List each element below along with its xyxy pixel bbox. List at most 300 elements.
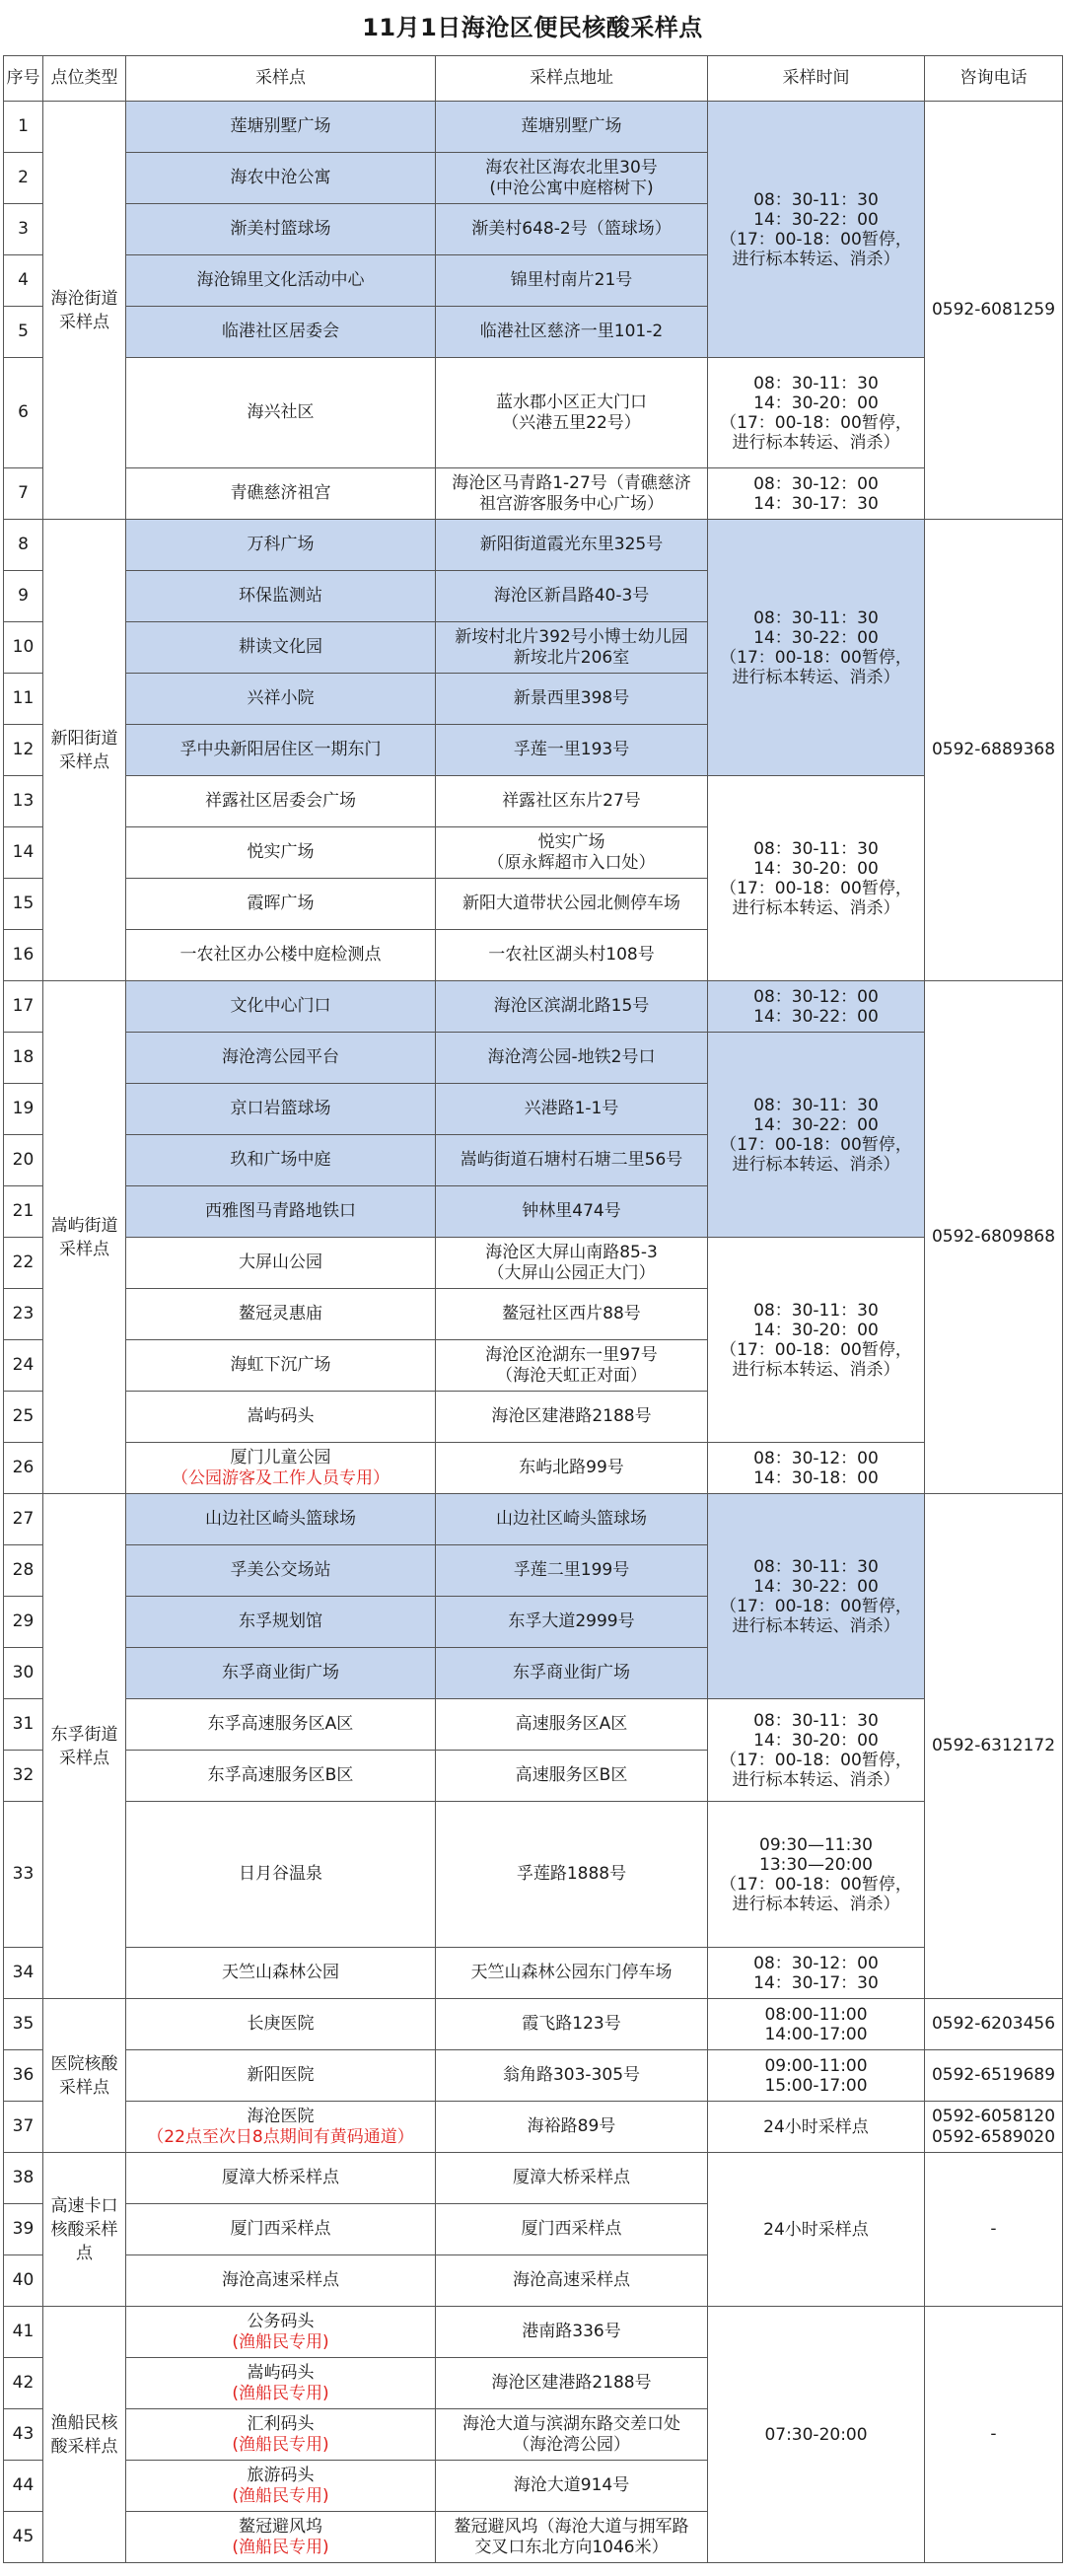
time-line: 08：30-12：00 [753,1448,879,1468]
site-name [126,1135,436,1186]
row-number: 36 [4,2050,43,2102]
phone-line: 0592-6809868 [931,1227,1056,1247]
row-number: 18 [4,1033,43,1084]
time-line: （17：00-18：00暂停， [720,1596,912,1616]
row-number: 5 [4,307,43,358]
row-number: 37 [4,2102,43,2153]
address-line: 海沧区建港路2188号 [491,1406,652,1426]
phone-line: - [990,2219,997,2239]
site-address [436,1443,708,1494]
site-label: 耕读文化园 [239,637,322,657]
address-line: 港南路336号 [522,2322,621,2341]
site-name [126,2512,436,2563]
site-name [126,358,436,468]
row-number: 31 [4,1699,43,1751]
site-address [436,1033,708,1084]
address-line: （兴港五里22号） [502,412,641,433]
site-address [436,153,708,204]
table-row [4,1443,1063,1494]
site-label: 公务码头 [247,2311,315,2331]
site-address [436,1494,708,1545]
site-name [126,622,436,674]
address-line: 新景西里398号 [513,688,630,708]
address-line: 孚莲一里193号 [513,740,630,759]
time-line: 14：30-17：30 [753,493,879,514]
site-address [436,571,708,622]
sampling-time [708,981,925,1033]
site-label: 东孚高速服务区A区 [207,1714,354,1734]
address-line: 海沧区建港路2188号 [491,2373,652,2393]
site-address [436,1340,708,1392]
site-label: 海沧医院 [247,2106,315,2126]
site-address [436,1135,708,1186]
site-address [436,674,708,725]
site-name [126,2050,436,2102]
header-site: 采样点 [126,56,436,102]
category-cell: 新阳街道采样点 [43,520,126,981]
time-line: （17：00-18：00暂停， [720,1134,912,1155]
category-cell: 嵩屿街道采样点 [43,981,126,1494]
time-line: 24小时采样点 [763,2116,869,2137]
row-number: 17 [4,981,43,1033]
row-number: 6 [4,358,43,468]
table-row [4,1699,1063,1751]
site-label: 厦漳大桥采样点 [222,2168,339,2187]
site-address [436,1699,708,1751]
time-line: 14:00-17:00 [764,2024,868,2044]
site-label: 一农社区办公楼中庭检测点 [179,945,382,965]
time-line: （17：00-18：00暂停， [720,1750,912,1770]
site-label: 厦门西采样点 [230,2219,331,2239]
site-name [126,2358,436,2409]
site-label: 青礁慈济祖宫 [230,483,331,503]
row-number: 33 [4,1802,43,1948]
site-name [126,204,436,255]
time-line: 进行标本转运、消杀） [732,667,900,687]
header-row [4,56,1063,102]
site-name [126,2307,436,2358]
site-name [126,102,436,153]
address-line: 海沧湾公园-地铁2号口 [487,1047,656,1067]
address-line: 东孚大道2999号 [508,1611,635,1631]
site-name [126,1289,436,1340]
site-name [126,1340,436,1392]
time-line: 14：30-20：00 [753,1730,879,1751]
row-number: 16 [4,930,43,981]
site-address [436,776,708,827]
address-line: 高速服务区B区 [515,1765,628,1785]
site-name [126,153,436,204]
time-line: 14：30-20：00 [753,1320,879,1340]
row-number: 1 [4,102,43,153]
site-address [436,468,708,520]
site-address [436,981,708,1033]
row-number: 9 [4,571,43,622]
time-line: （17：00-18：00暂停， [720,229,912,250]
site-name [126,879,436,930]
site-address [436,1392,708,1443]
address-line: 海沧区马青路1-27号（青礁慈济 [452,472,691,493]
sampling-time [708,358,925,468]
site-address [436,1802,708,1948]
table-row [4,468,1063,520]
site-label: 汇利码头 [247,2413,315,2434]
site-note: （22点至次日8点期间有黄码通道） [147,2126,414,2147]
site-label: 旅游码头 [247,2465,315,2485]
site-name [126,1802,436,1948]
phone-line: 0592-6081259 [931,300,1056,320]
table-row [4,2153,1063,2204]
time-line: 14：30-20：00 [753,858,879,879]
address-line: 祥露社区东片27号 [502,791,641,811]
site-address [436,2153,708,2204]
address-line: 新垵北片206室 [513,647,630,668]
time-line: 14：30-18：00 [753,1467,879,1488]
site-name [126,776,436,827]
time-line: 08：30-11：30 [753,1556,879,1577]
time-line: 进行标本转运、消杀） [732,1154,900,1175]
address-line: 厦漳大桥采样点 [513,2168,630,2187]
site-label: 东孚商业街广场 [222,1663,339,1682]
row-number: 45 [4,2512,43,2563]
site-note: (渔船民专用) [232,2383,329,2403]
row-number: 35 [4,1999,43,2050]
time-line: 08：30-11：30 [753,1710,879,1731]
site-name [126,981,436,1033]
sampling-time [708,1494,925,1699]
site-label: 海沧高速采样点 [222,2270,339,2290]
header-type: 点位类型 [43,56,126,102]
consult-phone [925,2050,1063,2102]
site-name [126,2153,436,2204]
site-label: 渐美村篮球场 [230,219,331,239]
site-address [436,1948,708,1999]
phone-line: 0592-6058120 [931,2106,1056,2126]
table-row [4,2050,1063,2102]
address-line: (中沧公寓中庭榕树下) [489,178,654,198]
address-line: 天竺山森林公园东门停车场 [470,1963,673,1982]
time-line: 08：30-11：30 [753,838,879,859]
site-address [436,2102,708,2153]
site-label: 海沧湾公园平台 [222,1047,339,1067]
sampling-time [708,1699,925,1802]
time-line: 08：30-12：00 [753,1953,879,1973]
phone-line: 0592-6203456 [931,2014,1056,2034]
address-line: （海沧天虹正对面） [496,1365,647,1386]
row-number: 27 [4,1494,43,1545]
site-label: 长庚医院 [247,2014,315,2034]
phone-line: 0592-6312172 [931,1736,1056,1755]
row-number: 4 [4,255,43,307]
address-line: 鳌冠避风坞（海沧大道与拥军路 [454,2516,689,2537]
row-number: 28 [4,1545,43,1597]
site-note: (渔船民专用) [232,2485,329,2506]
site-label: 孚美公交场站 [230,1560,331,1580]
sampling-time [708,2102,925,2153]
table-row [4,1238,1063,1289]
site-name [126,2461,436,2512]
site-label: 临港社区居委会 [222,322,339,341]
time-line: 进行标本转运、消杀） [732,897,900,918]
header-no: 序号 [4,56,43,102]
site-name [126,1443,436,1494]
address-line: 孚莲二里199号 [513,1560,630,1580]
site-label: 山边社区崎头篮球场 [205,1509,356,1529]
site-address [436,2307,708,2358]
time-line: 14：30-22：00 [753,627,879,648]
table-row [4,776,1063,827]
site-address [436,2512,708,2563]
site-label: 万科广场 [247,535,315,554]
site-label: 鳌冠避风坞 [239,2516,322,2537]
site-name [126,674,436,725]
row-number: 15 [4,879,43,930]
site-name [126,1238,436,1289]
time-line: 14：30-22：00 [753,1114,879,1135]
site-address [436,2409,708,2461]
site-label: 大屏山公园 [239,1252,322,1272]
site-label: 玖和广场中庭 [230,1150,331,1170]
time-line: 14：30-20：00 [753,393,879,413]
row-number: 24 [4,1340,43,1392]
phone-line: 0592-6519689 [931,2065,1056,2085]
time-line: （17：00-18：00暂停， [720,878,912,898]
row-number: 10 [4,622,43,674]
site-address [436,1289,708,1340]
site-label: 祥露社区居委会广场 [205,791,356,811]
time-line: 进行标本转运、消杀） [732,1615,900,1636]
address-line: 山边社区崎头篮球场 [496,1509,647,1529]
row-number: 40 [4,2255,43,2307]
time-line: 09:30—11:30 [759,1834,873,1855]
time-line: （17：00-18：00暂停， [720,412,912,433]
consult-phone [925,2102,1063,2153]
site-label: 孚中央新阳居住区一期东门 [179,740,382,759]
time-line: 07:30-20:00 [764,2424,868,2445]
row-number: 34 [4,1948,43,1999]
site-address [436,2255,708,2307]
time-line: 14：30-22：00 [753,1006,879,1027]
address-line: 锦里村南片21号 [510,270,633,290]
site-note: (渔船民专用) [232,2434,329,2455]
address-line: 高速服务区A区 [515,1714,628,1734]
row-number: 32 [4,1751,43,1802]
site-address [436,827,708,879]
category-cell: 东孚街道采样点 [43,1494,126,1999]
site-label: 日月谷温泉 [239,1864,322,1884]
phone-line: 0592-6889368 [931,740,1056,759]
site-label: 海沧锦里文化活动中心 [196,270,365,290]
time-line: 08：30-11：30 [753,1095,879,1115]
site-address [436,1648,708,1699]
time-line: 09:00-11:00 [764,2055,868,2076]
address-line: 海裕路89号 [527,2116,616,2136]
address-line: 新垵村北片392号小博士幼儿园 [455,626,688,647]
row-number: 19 [4,1084,43,1135]
time-line: （17：00-18：00暂停， [720,647,912,668]
site-label: 京口岩篮球场 [230,1099,331,1118]
site-name [126,468,436,520]
time-line: 14：30-22：00 [753,1576,879,1597]
site-name [126,520,436,571]
site-note: （公园游客及工作人员专用） [172,1467,390,1488]
site-address [436,307,708,358]
sampling-time [708,1999,925,2050]
sampling-time [708,1443,925,1494]
table-row [4,520,1063,571]
site-label: 莲塘别墅广场 [230,116,331,136]
row-number: 29 [4,1597,43,1648]
site-address [436,520,708,571]
site-name [126,1597,436,1648]
row-number: 38 [4,2153,43,2204]
address-line: 海沧大道与滨湖东路交差口处 [462,2413,680,2434]
site-name [126,725,436,776]
site-label: 霞晖广场 [247,894,315,913]
address-line: （海沧湾公园） [513,2434,630,2455]
time-line: 08:00-11:00 [764,2004,868,2025]
time-line: 14：30-17：30 [753,1972,879,1993]
address-line: 海沧大道914号 [513,2475,630,2495]
site-label: 海农中沧公寓 [230,168,331,187]
site-address [436,1999,708,2050]
row-number: 25 [4,1392,43,1443]
site-name [126,930,436,981]
row-number: 44 [4,2461,43,2512]
site-label: 东孚高速服务区B区 [207,1765,354,1785]
table-row [4,1033,1063,1084]
table-row [4,2102,1063,2153]
time-line: 08：30-11：30 [753,373,879,394]
sampling-time [708,2307,925,2563]
site-name [126,2102,436,2153]
time-line: 13:30—20:00 [759,1854,873,1875]
page-title: 11月1日海沧区便民核酸采样点 [362,14,703,41]
category-cell: 医院核酸采样点 [43,1999,126,2153]
address-line: 鳌冠社区西片88号 [502,1304,641,1324]
address-line: 孚莲路1888号 [516,1864,627,1884]
site-name [126,1751,436,1802]
site-address [436,1597,708,1648]
site-address [436,2461,708,2512]
site-name [126,1033,436,1084]
site-address [436,725,708,776]
site-address [436,930,708,981]
site-address [436,204,708,255]
site-name [126,1948,436,1999]
row-number: 42 [4,2358,43,2409]
site-name [126,2204,436,2255]
time-line: 24小时采样点 [763,2219,869,2240]
consult-phone [925,981,1063,1494]
site-label: 海虹下沉广场 [230,1355,331,1375]
site-label: 嵩屿码头 [247,1406,315,1426]
sampling-time [708,1033,925,1238]
sampling-time [708,776,925,981]
row-number: 7 [4,468,43,520]
site-label: 鳌冠灵惠庙 [239,1304,322,1324]
header-address: 采样点地址 [436,56,708,102]
time-line: 08：30-12：00 [753,986,879,1007]
row-number: 23 [4,1289,43,1340]
site-name [126,2255,436,2307]
site-name [126,1494,436,1545]
sampling-time [708,520,925,776]
consult-phone [925,2153,1063,2307]
sampling-time [708,2153,925,2307]
site-address [436,1186,708,1238]
address-line: 新阳街道霞光东里325号 [479,535,664,554]
site-address [436,1751,708,1802]
site-label: 文化中心门口 [230,996,331,1016]
address-line: 祖宫游客服务中心广场） [479,493,664,514]
row-number: 2 [4,153,43,204]
table-row [4,1494,1063,1545]
time-line: 15:00-17:00 [764,2075,868,2096]
site-address [436,102,708,153]
site-label: 西雅图马青路地铁口 [205,1201,356,1221]
row-number: 41 [4,2307,43,2358]
category-cell: 高速卡口核酸采样点 [43,2153,126,2307]
row-number: 12 [4,725,43,776]
address-line: 海沧区新昌路40-3号 [493,586,650,606]
time-line: 进行标本转运、消杀） [732,1894,900,1914]
consult-phone [925,1494,1063,1999]
site-label: 嵩屿码头 [247,2362,315,2383]
address-line: 兴港路1-1号 [524,1099,619,1118]
address-line: 悦实广场 [537,831,605,852]
row-number: 14 [4,827,43,879]
site-name [126,1648,436,1699]
table-body [4,102,1063,2563]
time-line: 14：30-22：00 [753,209,879,230]
time-line: 08：30-12：00 [753,473,879,494]
sampling-table [3,55,1063,2563]
row-number: 43 [4,2409,43,2461]
row-number: 30 [4,1648,43,1699]
sampling-time [708,1802,925,1948]
address-line: （原永辉超市入口处） [487,852,656,873]
address-line: 渐美村648-2号（篮球场） [471,219,672,239]
address-line: 东孚商业街广场 [513,1663,630,1682]
time-line: 进行标本转运、消杀） [732,249,900,269]
site-label: 厦门儿童公园 [230,1447,331,1467]
category-cell: 海沧街道采样点 [43,102,126,520]
site-label: 天竺山森林公园 [222,1963,339,1982]
site-note: (渔船民专用) [232,2537,329,2557]
address-line: 翁角路303-305号 [502,2065,641,2085]
table-row [4,981,1063,1033]
site-address [436,1084,708,1135]
address-line: 钟林里474号 [522,1201,621,1221]
address-line: 莲塘别墅广场 [521,116,622,136]
site-name [126,307,436,358]
consult-phone [925,2307,1063,2563]
row-number: 13 [4,776,43,827]
site-label: 悦实广场 [247,842,315,862]
sampling-time [708,1238,925,1443]
site-name [126,571,436,622]
site-name [126,827,436,879]
site-address [436,1238,708,1289]
category-cell: 渔船民核酸采样点 [43,2307,126,2563]
table-row [4,358,1063,468]
address-line: 霞飞路123号 [522,2014,621,2034]
sampling-time [708,2050,925,2102]
row-number: 20 [4,1135,43,1186]
address-line: 嵩屿街道石塘村石塘二里56号 [460,1150,683,1170]
consult-phone [925,1999,1063,2050]
